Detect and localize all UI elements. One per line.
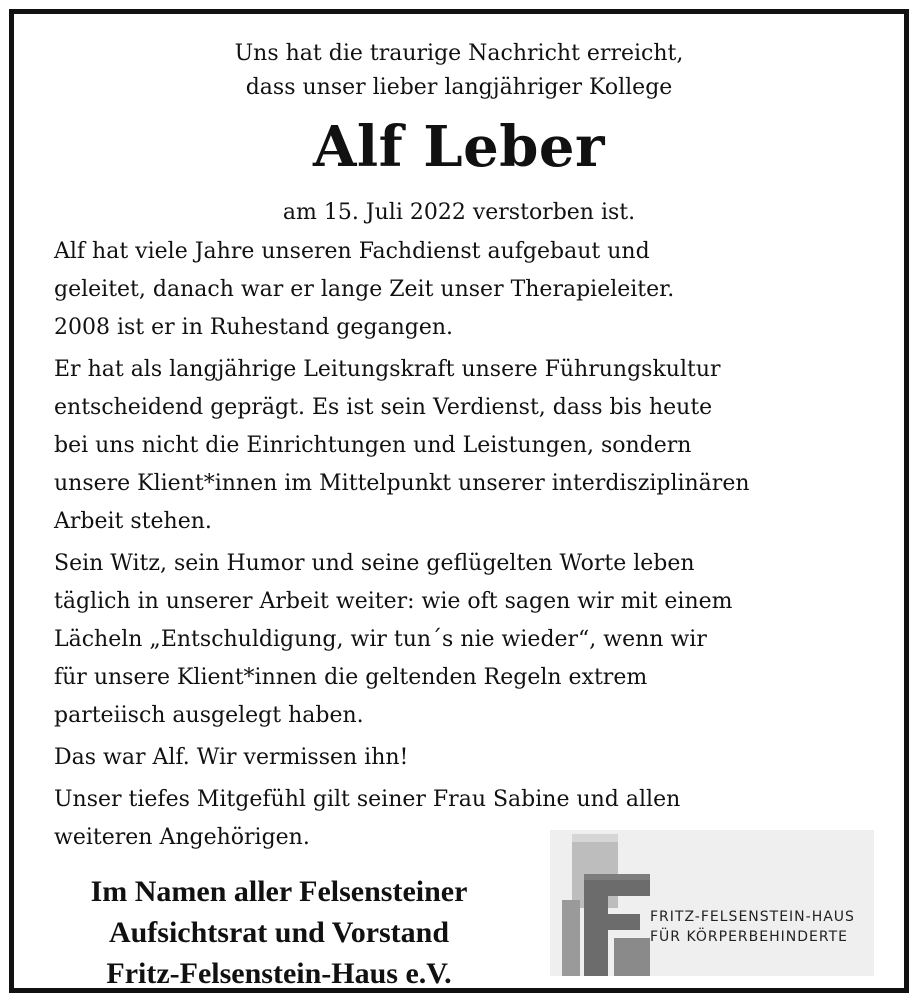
intro-line-1: Uns hat die traurige Nachricht erreicht, xyxy=(234,41,684,66)
death-date-line: am 15. Juli 2022 verstorben ist. xyxy=(282,200,636,225)
signoff xyxy=(44,871,514,994)
paragraph-we-miss-him: Das war Alf. Wir vermissen ihn! xyxy=(54,745,409,770)
intro-line-2: dass unser lieber langjähriger Kollege xyxy=(245,75,673,100)
deceased-name: Alf Leber xyxy=(312,114,606,180)
intro-text xyxy=(14,37,904,105)
signoff-line-1: Im Namen aller Felsensteiner xyxy=(90,875,468,908)
obituary-notice xyxy=(9,9,909,993)
signoff-line-2: Aufsichtsrat und Vorstand xyxy=(108,916,450,949)
ff-logo-icon xyxy=(550,830,660,976)
signoff-line-3: Fritz-Felsenstein-Haus e.V. xyxy=(106,957,452,990)
organization-logo xyxy=(550,830,874,976)
logo-text xyxy=(650,907,855,947)
paragraph-career: Alf hat viele Jahre unseren Fachdienst aufgebaut und geleitet, danach war er lange Zeit unser Therapieleiter. 2008 ist er in Ruhestand gegangen. xyxy=(54,239,675,340)
logo-text-line-1: FRITZ-FELSENSTEIN-HAUS xyxy=(650,909,855,925)
paragraph-condolences: Unser tiefes Mitgefühl gilt seiner Frau Sabine und allen weiteren Angehörigen. xyxy=(54,787,681,850)
paragraph-leadership: Er hat als langjährige Leitungskraft unsere Führungskultur entscheidend geprägt. Es ist sein Verdienst, dass bis heute bei uns nicht die Einrichtungen und Leistungen, sondern unsere Klient*innen im Mittelpunkt unserer interdisziplinären Arbeit stehen. xyxy=(54,357,750,534)
notice-body xyxy=(54,233,894,857)
logo-text-line-2: FÜR KÖRPERBEHINDERTE xyxy=(650,929,848,945)
paragraph-humor: Sein Witz, sein Humor und seine geflügelten Worte leben täglich in unserer Arbeit weiter: wie oft sagen wir mit einem Lächeln „Entschuldigung, wir tun´s nie wieder“, wenn wir für unsere Klient*innen die geltenden Regeln extrem parteiisch ausgelegt haben. xyxy=(54,551,733,728)
